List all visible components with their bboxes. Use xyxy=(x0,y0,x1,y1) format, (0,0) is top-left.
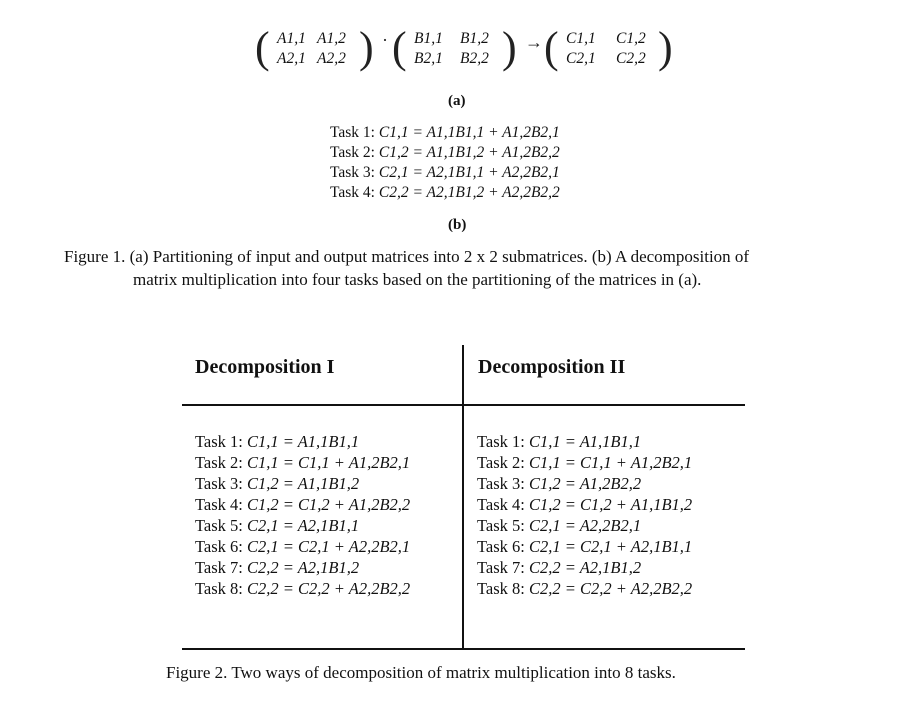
task-label: Task 1: xyxy=(477,432,525,451)
task-equation: C2,2 = C2,2 + A2,2B2,2 xyxy=(529,579,693,598)
table-row xyxy=(195,558,359,578)
multiply-dot: · xyxy=(382,30,388,50)
right-paren: ) xyxy=(502,23,517,72)
header-rule xyxy=(182,404,745,406)
task-label: Task 3: xyxy=(195,474,243,493)
task-label: Task 2: xyxy=(477,453,525,472)
table-row xyxy=(477,432,641,452)
task-label: Task 1: xyxy=(195,432,243,451)
matrix-b-r1c1: B1,1 xyxy=(414,30,443,47)
matrix-c-r1c1: C1,1 xyxy=(566,30,596,47)
task-equation: C2,1 = A2,2B2,1 xyxy=(529,516,642,535)
task-equation: C1,1 = A1,1B1,1 xyxy=(529,432,642,451)
task-equation: C2,1 = C2,1 + A2,2B2,1 xyxy=(247,537,411,556)
task-equation: C2,1 = C2,1 + A2,1B1,1 xyxy=(529,537,693,556)
task-equation: C2,1 = A2,1B1,1 + A2,2B2,1 xyxy=(378,164,560,181)
task-label: Task 6: xyxy=(195,537,243,556)
task-label: Task 7: xyxy=(477,558,525,577)
matrix-b-r2c2: B2,2 xyxy=(460,50,489,67)
task-line xyxy=(330,123,560,143)
table-row xyxy=(195,453,410,473)
bottom-rule xyxy=(182,648,745,650)
task-label: Task 5: xyxy=(477,516,525,535)
left-paren: ( xyxy=(544,23,559,72)
task-label: Task 4: xyxy=(477,495,525,514)
task-equation: C1,2 = C1,2 + A1,2B2,2 xyxy=(247,495,411,514)
table-row xyxy=(477,516,641,536)
matrix-a xyxy=(255,23,380,72)
left-paren: ( xyxy=(392,23,407,72)
task-label: Task 2: xyxy=(330,144,375,161)
task-label: Task 3: xyxy=(330,164,375,181)
task-equation: C1,1 = C1,1 + A1,2B2,1 xyxy=(247,453,411,472)
table-row xyxy=(195,516,359,536)
task-label: Task 8: xyxy=(195,579,243,598)
table-row xyxy=(477,558,641,578)
task-equation: C1,2 = C1,2 + A1,1B1,2 xyxy=(529,495,693,514)
task-line xyxy=(330,163,560,183)
task-label: Task 2: xyxy=(195,453,243,472)
task-equation: C2,2 = A2,1B1,2 xyxy=(247,558,360,577)
matrix-c-r1c2: C1,2 xyxy=(616,30,646,47)
task-equation: C1,2 = A1,1B1,2 xyxy=(247,474,360,493)
task-equation: C1,1 = A1,1B1,1 + A1,2B2,1 xyxy=(378,124,560,141)
table-row xyxy=(195,579,410,599)
column-divider xyxy=(462,345,464,650)
task-equation: C1,2 = A1,1B1,2 + A1,2B2,2 xyxy=(378,144,560,161)
task-equation: C2,2 = C2,2 + A2,2B2,2 xyxy=(247,579,411,598)
task-label: Task 5: xyxy=(195,516,243,535)
task-line xyxy=(330,183,560,203)
task-label: Task 7: xyxy=(195,558,243,577)
matrix-c-r2c1: C2,1 xyxy=(566,50,596,67)
figure1-caption-line1: Figure 1. (a) Partitioning of input and output matrices into 2 x 2 submatrices. (b) A decomposition of xyxy=(64,247,750,266)
task-label: Task 4: xyxy=(195,495,243,514)
table-row xyxy=(477,579,692,599)
matrix-a-r2c2: A2,2 xyxy=(317,50,346,67)
figure2-caption: Figure 2. Two ways of decomposition of matrix multiplication into 8 tasks. xyxy=(166,663,676,682)
table-row xyxy=(195,474,359,494)
matrix-a-r1c2: A1,2 xyxy=(317,30,346,47)
matrix-b xyxy=(392,23,517,72)
label-b: (b) xyxy=(448,217,467,233)
task-equation: C1,2 = A1,2B2,2 xyxy=(529,474,642,493)
right-paren: ) xyxy=(658,23,673,72)
matrix-a-r1c1: A1,1 xyxy=(277,30,306,47)
table-row xyxy=(195,432,359,452)
table-row xyxy=(477,474,641,494)
header-decomposition-i: Decomposition I xyxy=(195,356,335,378)
task-line xyxy=(330,143,560,163)
matrix-c-r2c2: C2,2 xyxy=(616,50,646,67)
task-label: Task 3: xyxy=(477,474,525,493)
table-row xyxy=(477,453,692,473)
matrix-b-r2c1: B2,1 xyxy=(414,50,443,67)
task-equation: C2,2 = A2,1B1,2 + A2,2B2,2 xyxy=(378,184,560,201)
matrix-c xyxy=(544,23,674,72)
task-equation: C1,1 = C1,1 + A1,2B2,1 xyxy=(529,453,693,472)
left-paren: ( xyxy=(255,23,270,72)
arrow-icon: → xyxy=(525,32,543,52)
right-paren: ) xyxy=(359,23,374,72)
matrix-a-r2c1: A2,1 xyxy=(277,50,306,67)
task-label: Task 1: xyxy=(330,124,375,141)
task-label: Task 4: xyxy=(330,184,375,201)
matrix-b-r1c2: B1,2 xyxy=(460,30,489,47)
table-row xyxy=(477,495,692,515)
task-equation: C1,1 = A1,1B1,1 xyxy=(247,432,360,451)
task-equation: C2,2 = A2,1B1,2 xyxy=(529,558,642,577)
table-row xyxy=(195,537,410,557)
header-decomposition-ii: Decomposition II xyxy=(478,356,626,378)
task-label: Task 8: xyxy=(477,579,525,598)
figure1-caption-line2: matrix multiplication into four tasks based on the partitioning of the matrices in (a). xyxy=(133,270,702,289)
table-row xyxy=(195,495,410,515)
label-a: (a) xyxy=(448,93,466,109)
task-label: Task 6: xyxy=(477,537,525,556)
task-equation: C2,1 = A2,1B1,1 xyxy=(247,516,360,535)
table-row xyxy=(477,537,692,557)
